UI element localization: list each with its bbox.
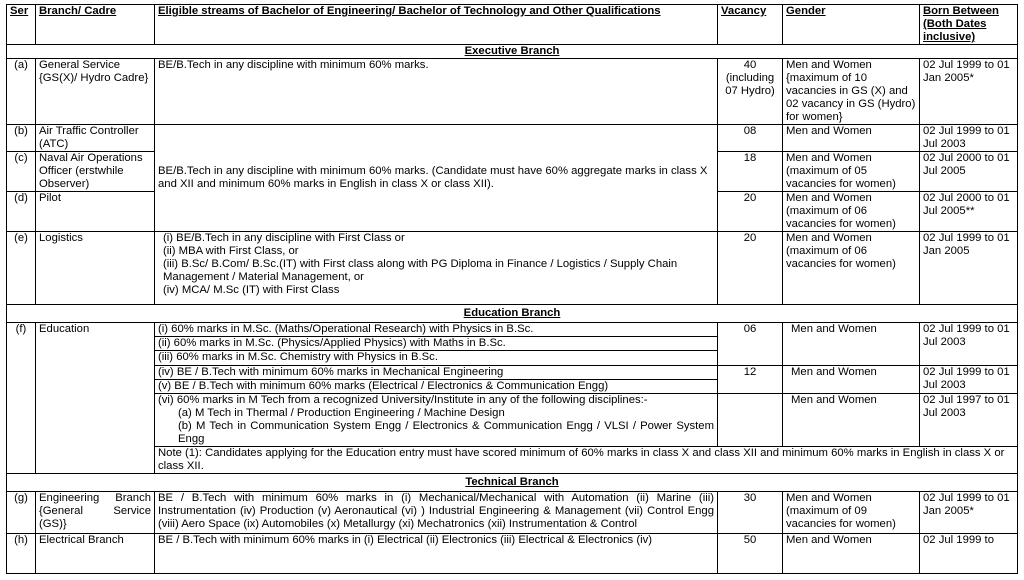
stream-item: (iv) MCA/ M.Sc (IT) with First Class (163, 284, 340, 296)
header-row (7, 5, 1018, 45)
row-branch: Electrical Branch (36, 534, 155, 574)
row-born: 02 Jul 1999 to (920, 534, 1018, 574)
streams-text: BE/B.Tech in any discipline with minimum 60% marks. (Candidate must have 60% aggregate marks in class X and XII and minimum 60% marks in English in class X or class XII). (158, 165, 708, 190)
row-vacancy: 50 (718, 534, 783, 574)
header-vacancy: Vacancy (718, 5, 783, 45)
header-gender: Gender (783, 5, 920, 45)
header-branch: Branch/ Cadre (36, 5, 155, 45)
row-branch: Naval Air Operations Officer (erstwhile Observer) (36, 152, 155, 192)
row-ser: (a) (7, 59, 36, 125)
row-born: 02 Jul 1999 to 01 Jan 2005* (920, 59, 1018, 125)
row-gender: Men and Women (maximum of 05 vacancies for women) (783, 152, 920, 192)
row-streams: BE/B.Tech in any discipline with minimum 60% marks. (155, 59, 718, 125)
row-streams (155, 125, 718, 232)
row-branch: Air Traffic Controller (ATC) (36, 125, 155, 152)
row-gender: Men and Women (783, 366, 920, 394)
row-born: 02 Jul 1999 to 01 Jul 2003 (920, 366, 1018, 394)
table-row (7, 125, 1018, 152)
row-streams (155, 232, 718, 305)
row-born: 02 Jul 1999 to 01 Jul 2003 (920, 323, 1018, 366)
section-row (7, 305, 1018, 323)
row-branch: Engineering Branch {General Service (GS)} (36, 492, 155, 534)
table-row (7, 232, 1018, 305)
stream-vi-b: (b) M Tech in Communication System Engg / Electronics & Communication Engg / VLSI / Power System Engg (178, 420, 714, 445)
header-streams: Eligible streams of Bachelor of Engineering/ Bachelor of Technology and Other Qualifications (155, 5, 718, 45)
stream-vi: (vi) 60% marks in M Tech from a recognized University/Institute in any of the following disciplines:- (158, 394, 648, 406)
row-vacancy (718, 394, 783, 447)
row-streams: BE / B.Tech with minimum 60% marks in (i) Electrical (ii) Electronics (iii) Electrical & Electronics (iv) (155, 534, 718, 574)
row-ser: (f) (7, 323, 36, 474)
header-born: Born Between (Both Dates inclusive) (920, 5, 1018, 45)
table-row (7, 534, 1018, 574)
row-vacancy: 20 (718, 232, 783, 305)
row-vacancy: 40 (including 07 Hydro) (718, 59, 783, 125)
table-row (7, 366, 1018, 380)
row-ser: (e) (7, 232, 36, 305)
row-gender: Men and Women (maximum of 06 vacancies for women) (783, 192, 920, 232)
stream-item: (iv) BE / B.Tech with minimum 60% marks in Mechanical Engineering (155, 366, 718, 380)
row-vacancy: 12 (718, 366, 783, 394)
stream-item: (i) BE/B.Tech in any discipline with First Class or (163, 232, 405, 244)
row-vacancy: 30 (718, 492, 783, 534)
row-gender: Men and Women (783, 323, 920, 366)
row-ser: (b) (7, 125, 36, 152)
row-born: 02 Jul 2000 to 01 Jul 2005 (920, 152, 1018, 192)
section-executive: Executive Branch (7, 45, 1018, 59)
table-row (7, 447, 1018, 474)
stream-item: (i) 60% marks in M.Sc. (Maths/Operational Research) with Physics in B.Sc. (155, 323, 718, 337)
row-ser: (d) (7, 192, 36, 232)
row-branch: Education (36, 323, 155, 474)
row-gender: Men and Women (783, 534, 920, 574)
education-note: Note (1): Candidates applying for the Education entry must have scored minimum of 60% marks in class X and class XII and minimum 60% marks in English in class X or class XII. (155, 447, 1018, 474)
row-ser: (g) (7, 492, 36, 534)
stream-item: (iii) B.Sc/ B.Com/ B.Sc.(IT) with First class along with PG Diploma in Finance / Logistics / Supply Chain Management / Material Management, or (163, 258, 678, 283)
row-gender: Men and Women (783, 125, 920, 152)
table-row (7, 492, 1018, 534)
stream-item: (iii) 60% marks in M.Sc. Chemistry with Physics in B.Sc. (155, 351, 718, 366)
stream-vi-a: (a) M Tech in Thermal / Production Engineering / Machine Design (178, 407, 505, 419)
stream-item: (ii) 60% marks in M.Sc. (Physics/Applied Physics) with Maths in B.Sc. (155, 337, 718, 351)
row-gender: Men and Women (maximum of 09 vacancies for women) (783, 492, 920, 534)
row-ser: (c) (7, 152, 36, 192)
row-gender: Men and Women {maximum of 10 vacancies in GS (X) and 02 vacancy in GS (Hydro) for women} (783, 59, 920, 125)
row-born: 02 Jul 1999 to 01 Jan 2005 (920, 232, 1018, 305)
section-education: Education Branch (7, 305, 1018, 323)
row-gender: Men and Women (maximum of 06 vacancies for women) (783, 232, 920, 305)
table-row (7, 394, 1018, 447)
row-ser: (h) (7, 534, 36, 574)
row-branch: Logistics (36, 232, 155, 305)
row-branch: General Service {GS(X)/ Hydro Cadre} (36, 59, 155, 125)
eligibility-table (6, 4, 1018, 574)
row-gender: Men and Women (783, 394, 920, 447)
row-streams: BE / B.Tech with minimum 60% marks in (i) Mechanical/Mechanical with Automation (ii) Marine (iii) Instrumentation (iv) Production (v) Aeronautical (vi) ) Industrial Engineering & Management (vii) Control Engg (viii) Aero Space (ix) Automobiles (x) Metallurgy (xi) Mechatronics (xii) Instrumentation & Control (155, 492, 718, 534)
stream-item: (ii) MBA with First Class, or (163, 245, 299, 257)
row-born: 02 Jul 1999 to 01 Jul 2003 (920, 125, 1018, 152)
table-row (7, 323, 1018, 337)
row-born: 02 Jul 1999 to 01 Jan 2005* (920, 492, 1018, 534)
stream-item (155, 394, 718, 447)
header-ser: Ser (7, 5, 36, 45)
row-branch: Pilot (36, 192, 155, 232)
row-vacancy: 08 (718, 125, 783, 152)
section-technical: Technical Branch (7, 474, 1018, 492)
stream-item: (v) BE / B.Tech with minimum 60% marks (Electrical / Electronics & Communication Engg) (155, 380, 718, 394)
row-born: 02 Jul 1997 to 01 Jul 2003 (920, 394, 1018, 447)
row-vacancy: 06 (718, 323, 783, 366)
row-vacancy: 20 (718, 192, 783, 232)
row-born: 02 Jul 2000 to 01 Jul 2005** (920, 192, 1018, 232)
table-row (7, 59, 1018, 125)
section-row (7, 45, 1018, 59)
row-vacancy: 18 (718, 152, 783, 192)
section-row (7, 474, 1018, 492)
